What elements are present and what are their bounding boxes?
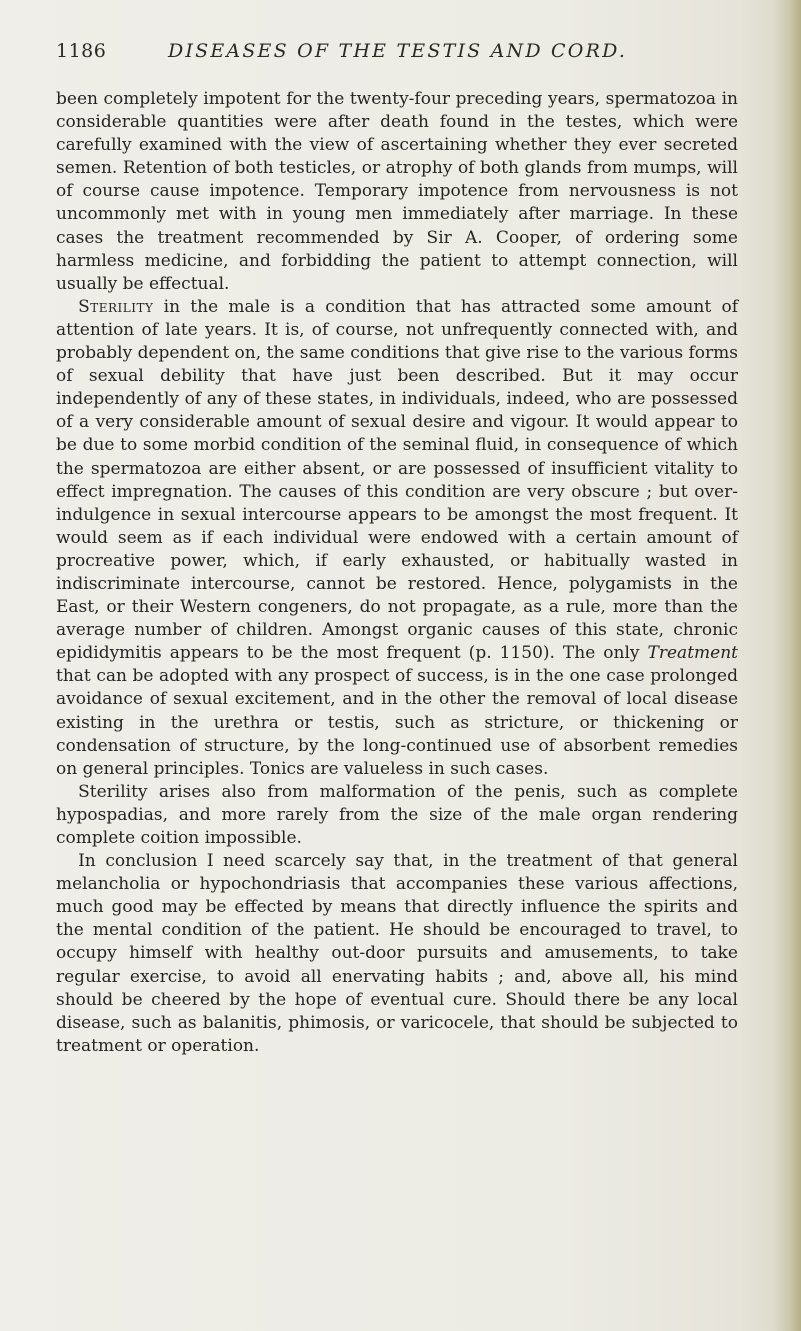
paragraph-sterility xyxy=(56,296,738,781)
treatment-italic: Treatment xyxy=(647,643,738,664)
paragraph-text: In conclusion I need scarcely say that, in the treatment of that general melancholia or hypochondriasis that accompanies these various affections, much good may be effected by means that directly influence the spirits and the mental condition of the patient. He should be encouraged to travel, to occupy himself with healthy out-door pursuits and amusements, to take regular exercise, to avoid all enervating habits ; and, above all, his mind should be cheered by the hope of eventual cure. Should there be any local disease, such as balanitis, phimosis, or varicocele, that should be subjected to treatment or operation. xyxy=(56,851,738,1056)
paragraph-text: that can be adopted with any prospect of success, is in the one case prolonged avoidance of sexual excitement, and in the other the removal of local disease existing in the urethra or testis, such as stricture, or thickening or condensation of structure, by the long-continued use of absorbent remedies on general principles. Tonics are valueless in such cases. xyxy=(56,666,738,779)
paragraph-malformation xyxy=(56,781,738,850)
body-text xyxy=(56,88,738,1058)
paragraph-text: in the male is a condition that has attracted some amount of attention of late years. It is, of course, not unfrequently connected with, and probably dependent on, the same conditions that give rise to the various forms of sexual debility that have just been described. But it may occur independently of any of these states, in individuals, indeed, who are possessed of a very considerable amount of sexual desire and vigour. It would appear to be due to some morbid condition of the seminal fluid, in consequence of which the spermatozoa are either absent, or are possessed of insufficient vitality to effect impregnation. The causes of this condition are very obscure ; but over-indulgence in sexual intercourse appears to be amongst the most frequent. It would seem as if each individual were endowed with a certain amount of procreative power, which, if early exhausted, or habitually wasted in indiscriminate intercourse, cannot be restored. Hence, polygamists in the East, or their Western congeners, do not propagate, as a rule, more than the average number of children. Amongst organic causes of this state, chronic epididymitis appears to be the most frequent (p. 1150). The only xyxy=(56,296,738,664)
paragraph-conclusion xyxy=(56,850,738,1058)
running-title: DISEASES OF THE TESTIS AND CORD. xyxy=(168,40,628,62)
paragraph-text: been completely impotent for the twenty-four preceding years, spermatozoa in considerable quantities were after death found in the testes, which were carefully examined with the view of ascertaining whether they ever secreted semen. Retention of both testicles, or atrophy of both glands from mumps, will of course cause impotence. Temporary impotence from nervousness is not uncommonly met with in young men immediately after marriage. In these cases the treatment recommended by Sir A. Cooper, of ordering some harmless medicine, and forbidding the patient to attempt connection, will usually be effectual. xyxy=(56,89,738,294)
page-header xyxy=(56,40,736,72)
paragraph-text: Sterility arises also from malformation of the penis, such as complete hypospadias, and more rarely from the size of the male organ rendering complete coition impossible. xyxy=(56,781,738,848)
page-edge-shadow xyxy=(773,0,801,1331)
page-number: 1186 xyxy=(56,40,107,62)
paragraph-impotence-continued xyxy=(56,88,738,296)
sterility-heading: Sterility xyxy=(78,296,154,317)
